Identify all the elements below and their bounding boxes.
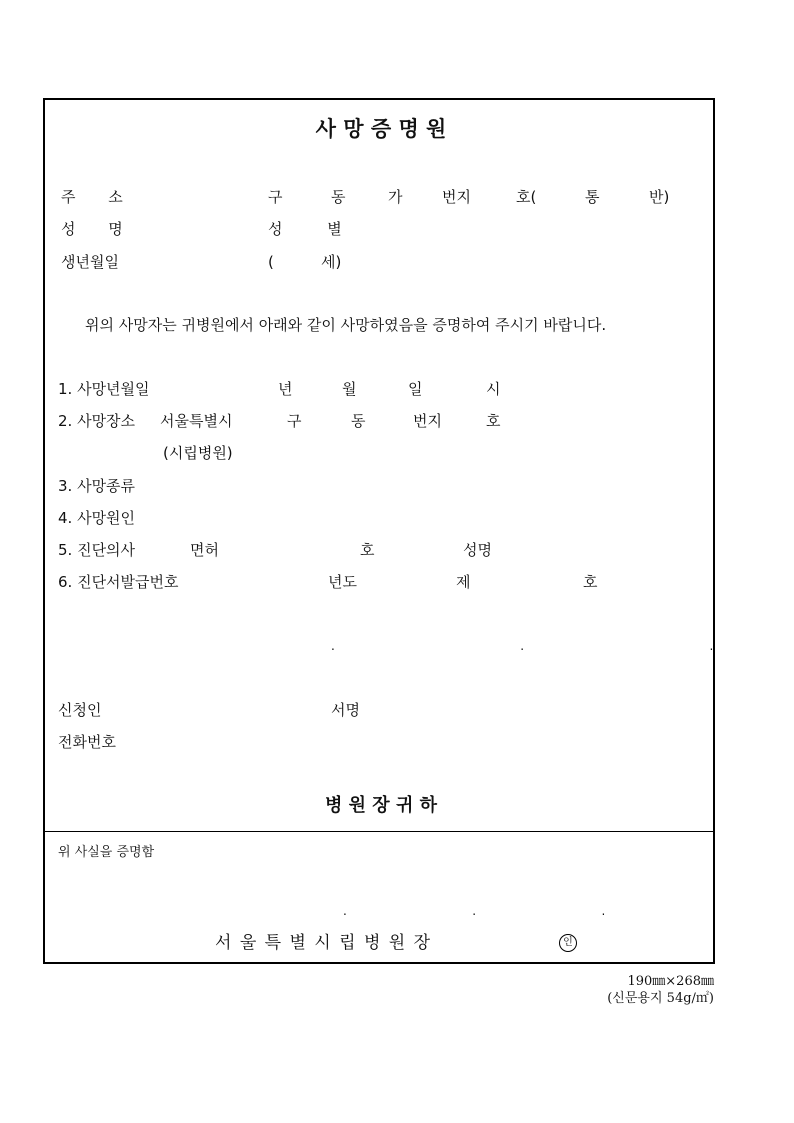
applicant-label: 신청인 (58, 701, 102, 719)
request-sentence: 위의 사망자는 귀병원에서 아래와 같이 사망하였음을 증명하여 주시기 바랍니다. (85, 316, 607, 334)
section-divider (45, 831, 713, 832)
address-ga: 가 (388, 188, 403, 206)
item-4-label: 4. 사망원인 (58, 509, 136, 527)
item-2-dong: 동 (351, 412, 366, 430)
phone-label: 전화번호 (58, 733, 116, 751)
death-certificate-form (43, 98, 715, 964)
address-ho: 호( (516, 188, 537, 206)
item-5-license-ho: 호 (360, 541, 375, 559)
address-gu: 구 (268, 188, 283, 206)
address-label: 주 소 (61, 188, 123, 206)
address-tong: 통 (585, 188, 600, 206)
seal-mark: 인 (559, 934, 577, 952)
address-dong: 동 (331, 188, 346, 206)
item-2-seoul: 서울특별시 (160, 412, 233, 430)
item-5-doctor-name: 성명 (463, 541, 492, 559)
name-label: 성 명 (61, 220, 123, 238)
item-1-day: 일 (408, 380, 423, 398)
paper-size: 190㎜×268㎜ (627, 974, 714, 989)
item-2-beonji: 번지 (413, 412, 442, 430)
item-3-label: 3. 사망종류 (58, 477, 136, 495)
form-title: 사 망 증 명 원 (315, 116, 447, 141)
item-2-ho: 호 (486, 412, 501, 430)
applicant-signature: 서명 (331, 701, 360, 719)
item-1-hour: 시 (486, 380, 501, 398)
item-1-label: 1. 사망년월일 (58, 380, 150, 398)
certify-text: 위 사실을 증명함 (58, 845, 155, 860)
item-1-year: 년 (278, 380, 293, 398)
age-open: ( (268, 253, 274, 271)
birth-label: 생년월일 (61, 253, 119, 271)
item-6-je: 제 (456, 573, 471, 591)
address-ban: 반) (649, 188, 670, 206)
address-beonji: 번지 (442, 188, 471, 206)
item-6-ho: 호 (583, 573, 598, 591)
item-6-label: 6. 진단서발급번호 (58, 573, 179, 591)
date-dots: . . . (331, 639, 714, 653)
item-5-label: 5. 진단의사 (58, 541, 136, 559)
item-6-nyeondo: 년도 (328, 573, 357, 591)
certify-dots: . . . (343, 904, 606, 918)
issuer-name: 서 울 특 별 시 립 병 원 장 (215, 933, 431, 953)
item-2-label: 2. 사망장소 (58, 412, 136, 430)
paper-type: (신문용지 54g/㎡) (607, 991, 714, 1006)
sex-label: 성 별 (268, 220, 342, 238)
item-2-gu: 구 (287, 412, 302, 430)
item-5-license: 면허 (190, 541, 219, 559)
item-1-month: 월 (342, 380, 357, 398)
item-2-hospital: (시립병원) (163, 444, 233, 462)
addressee: 병 원 장 귀 하 (324, 795, 437, 816)
age-close: 세) (321, 253, 342, 271)
